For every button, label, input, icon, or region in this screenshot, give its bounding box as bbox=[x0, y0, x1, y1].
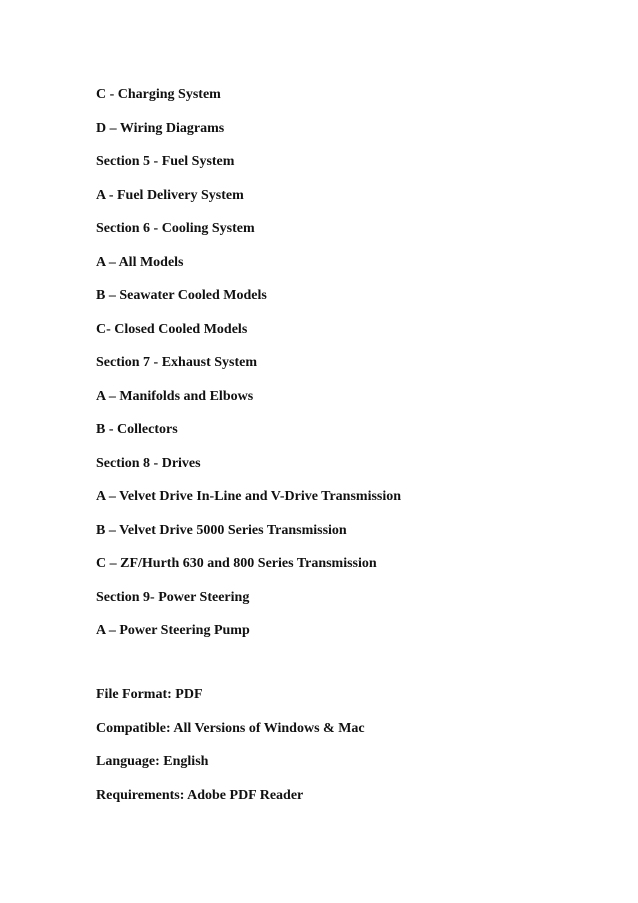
toc-section-heading: Section 7 - Exhaust System bbox=[96, 355, 258, 370]
compatibility: Compatible: All Versions of Windows & Mac bbox=[96, 720, 365, 736]
toc-item: A – All Models bbox=[96, 254, 184, 270]
toc-section-heading: Section 6 - Cooling System bbox=[96, 221, 255, 236]
toc-item: C - Charging System bbox=[96, 87, 221, 102]
file-format: File Format: PDF bbox=[96, 687, 203, 702]
table-of-contents bbox=[96, 86, 616, 656]
language: Language: English bbox=[96, 754, 209, 769]
toc-item: C – ZF/Hurth 630 and 800 Series Transmission bbox=[96, 556, 377, 571]
toc-item: A – Power Steering Pump bbox=[96, 623, 250, 638]
requirements: Requirements: Adobe PDF Reader bbox=[96, 787, 304, 803]
toc-item: D – Wiring Diagrams bbox=[96, 120, 225, 136]
toc-item: A - Fuel Delivery System bbox=[96, 187, 244, 203]
file-info bbox=[96, 686, 616, 820]
toc-section-heading: Section 5 - Fuel System bbox=[96, 154, 235, 169]
toc-item: B – Seawater Cooled Models bbox=[96, 288, 267, 303]
toc-item: A – Manifolds and Elbows bbox=[96, 388, 254, 404]
toc-section-heading: Section 8 - Drives bbox=[96, 455, 201, 471]
toc-item: C- Closed Cooled Models bbox=[96, 321, 248, 337]
toc-item: A – Velvet Drive In-Line and V-Drive Transmission bbox=[96, 489, 402, 504]
toc-item: B – Velvet Drive 5000 Series Transmission bbox=[96, 522, 347, 538]
toc-item: B - Collectors bbox=[96, 422, 178, 437]
toc-section-heading: Section 9- Power Steering bbox=[96, 589, 250, 605]
